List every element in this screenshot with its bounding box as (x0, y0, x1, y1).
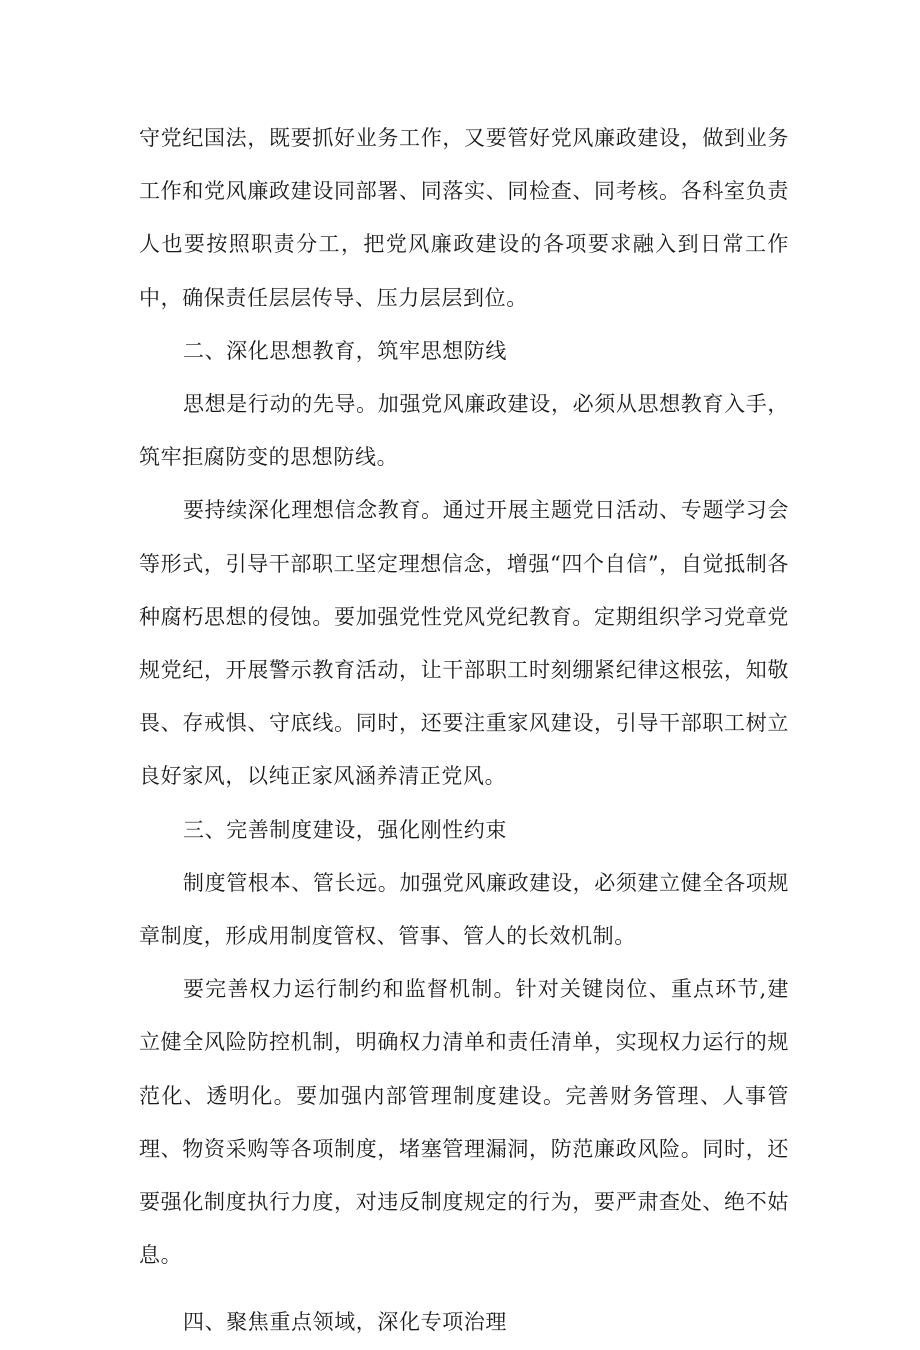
paragraph: 制度管根本、管长远。加强党风廉政建设，必须建立健全各项规章制度，形成用制度管权、管事、管人的长效机制。 (139, 870, 789, 949)
spacer (139, 1282, 789, 1296)
document-body (139, 112, 789, 1350)
paragraph: 思想是行动的先导。加强党风廉政建设，必须从思想教育入手，筑牢拒腐防变的思想防线。 (139, 392, 789, 470)
section-heading-4: 四、聚焦重点领域，深化专项治理 (183, 1310, 507, 1335)
paragraph: 要完善权力运行制约和监督机制。针对关键岗位、重点环节,建立健全风险防控机制，明确权力清单和责任清单，实现权力运行的规范化、透明化。要加强内部管理制度建设。完善财务管理、人事管理、物资采购等各项制度，堵塞管理漏洞，防范廉政风险。同时，还要强化制度执行力度，对违反制度规定的行为，要严肃查处、绝不姑息。 (139, 977, 789, 1268)
paragraph: 要持续深化理想信念教育。通过开展主题党日活动、专题学习会等形式，引导干部职工坚定理想信念，增强“四个自信”，自觉抵制各种腐朽思想的侵蚀。要加强党性党风党纪教育。定期组织学习党章党规党纪，开展警示教育活动，让干部职工时刻绷紧纪律这根弦，知敬畏、存戒惧、守底线。同时，还要注重家风建设，引导干部职工树立良好家风，以纯正家风涵养清正党风。 (139, 498, 789, 789)
section-heading-2: 二、深化思想教育，筑牢思想防线 (183, 338, 507, 363)
section-heading-3: 三、完善制度建设，强化刚性约束 (183, 817, 507, 842)
paragraph-continuation: 守党纪国法，既要抓好业务工作，又要管好党风廉政建设，做到业务工作和党风廉政建设同部署、同落实、同检查、同考核。各科室负责人也要按照职责分工，把党风廉政建设的各项要求融入到日常工作中，确保责任层层传导、压力层层到位。 (139, 126, 789, 310)
